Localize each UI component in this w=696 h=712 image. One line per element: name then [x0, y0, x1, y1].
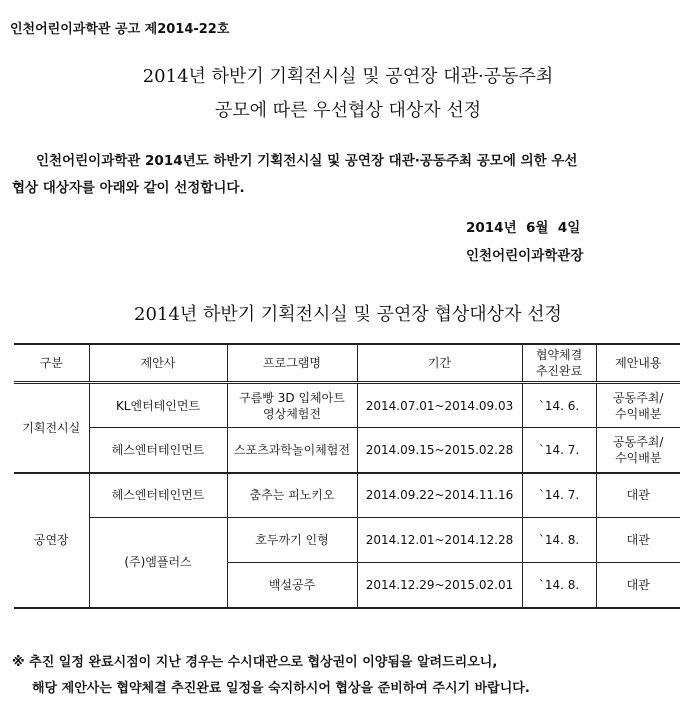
table-row [14, 383, 680, 428]
cell-proposer: (주)엠플러스 [89, 518, 227, 608]
cell-content-line-2: 수익배분 [615, 450, 662, 465]
cell-category: 공연장 [14, 473, 89, 608]
header-period: 기간 [357, 344, 522, 383]
cell-period: 2014.12.01~2014.12.28 [357, 518, 522, 563]
body-paragraph [12, 148, 684, 202]
cell-completion: `14. 6. [522, 383, 596, 428]
cell-content-line-1: 공동주최/ [613, 390, 664, 405]
cell-program-line-2: 영상체험전 [263, 406, 321, 421]
cell-program-line-1: 구름빵 3D 입체아트 [239, 390, 345, 405]
table-row [14, 473, 680, 518]
cell-content [596, 383, 680, 428]
cell-program: 춤추는 피노키오 [227, 473, 357, 518]
cell-proposer: KL엔터테인먼트 [89, 383, 227, 428]
cell-period: 2014.12.29~2015.02.01 [357, 563, 522, 608]
table-header-row [14, 344, 680, 383]
cell-completion: `14. 8. [522, 518, 596, 563]
signer: 인천어린이과학관장 [466, 248, 584, 264]
cell-content: 대관 [596, 473, 680, 518]
header-proposer: 제안사 [89, 344, 227, 383]
cell-proposer: 헤스엔터테인먼트 [89, 428, 227, 473]
header-content: 제안내용 [596, 344, 680, 383]
cell-content: 대관 [596, 518, 680, 563]
cell-completion: `14. 7. [522, 428, 596, 473]
page-title-line-2: 공모에 따른 우선협상 대상자 선정 [214, 100, 482, 121]
cell-content: 대관 [596, 563, 680, 608]
cell-completion: `14. 7. [522, 473, 596, 518]
header-program: 프로그램명 [227, 344, 357, 383]
header-completion-line-2: 추진완료 [535, 364, 583, 378]
body-line-1: 인천어린이과학관 2014년도 하반기 기획전시실 및 공연장 대관·공동주최 공모에 의한 우선 [36, 153, 578, 169]
notice-date: 2014년 6월 4일 [466, 220, 581, 236]
header-category: 구분 [14, 344, 89, 383]
cell-content-line-2: 수익배분 [615, 406, 662, 421]
cell-category: 기획전시실 [14, 383, 89, 473]
footnote-line-1: ※ 추진 일정 완료시점이 지난 경우는 수시대관으로 협상권이 이양됨을 알려드리오니, [12, 655, 498, 670]
header-completion [522, 344, 596, 383]
cell-program: 호두까기 인형 [227, 518, 357, 563]
cell-program: 스포츠과학놀이체험전 [227, 428, 357, 473]
cell-proposer: 헤스엔터테인먼트 [89, 473, 227, 518]
cell-content-line-1: 공동주최/ [613, 434, 664, 449]
footnote [12, 650, 530, 702]
cell-completion: `14. 8. [522, 563, 596, 608]
cell-period: 2014.07.01~2014.09.03 [357, 383, 522, 428]
cell-program: 백설공주 [227, 563, 357, 608]
table-row [14, 518, 680, 563]
notice-number: 인천어린이과학관 공고 제2014-22호 [10, 22, 230, 37]
cell-content [596, 428, 680, 473]
table-row [14, 428, 680, 473]
header-completion-line-1: 협약체결 [535, 348, 583, 362]
cell-program [227, 383, 357, 428]
cell-period: 2014.09.15~2015.02.28 [357, 428, 522, 473]
body-line-2: 협상 대상자를 아래와 같이 선정합니다. [12, 180, 245, 196]
selection-table [14, 343, 680, 609]
table-title: 2014년 하반기 기획전시실 및 공연장 협상대상자 선정 [134, 304, 562, 325]
page-title-line-1: 2014년 하반기 기획전시실 및 공연장 대관·공동주최 [142, 66, 554, 87]
cell-period: 2014.09.22~2014.11.16 [357, 473, 522, 518]
footnote-line-2: 해당 제안사는 협약체결 추진완료 일정을 숙지하시어 협상을 준비하여 주시기 바랍니다. [32, 681, 530, 696]
